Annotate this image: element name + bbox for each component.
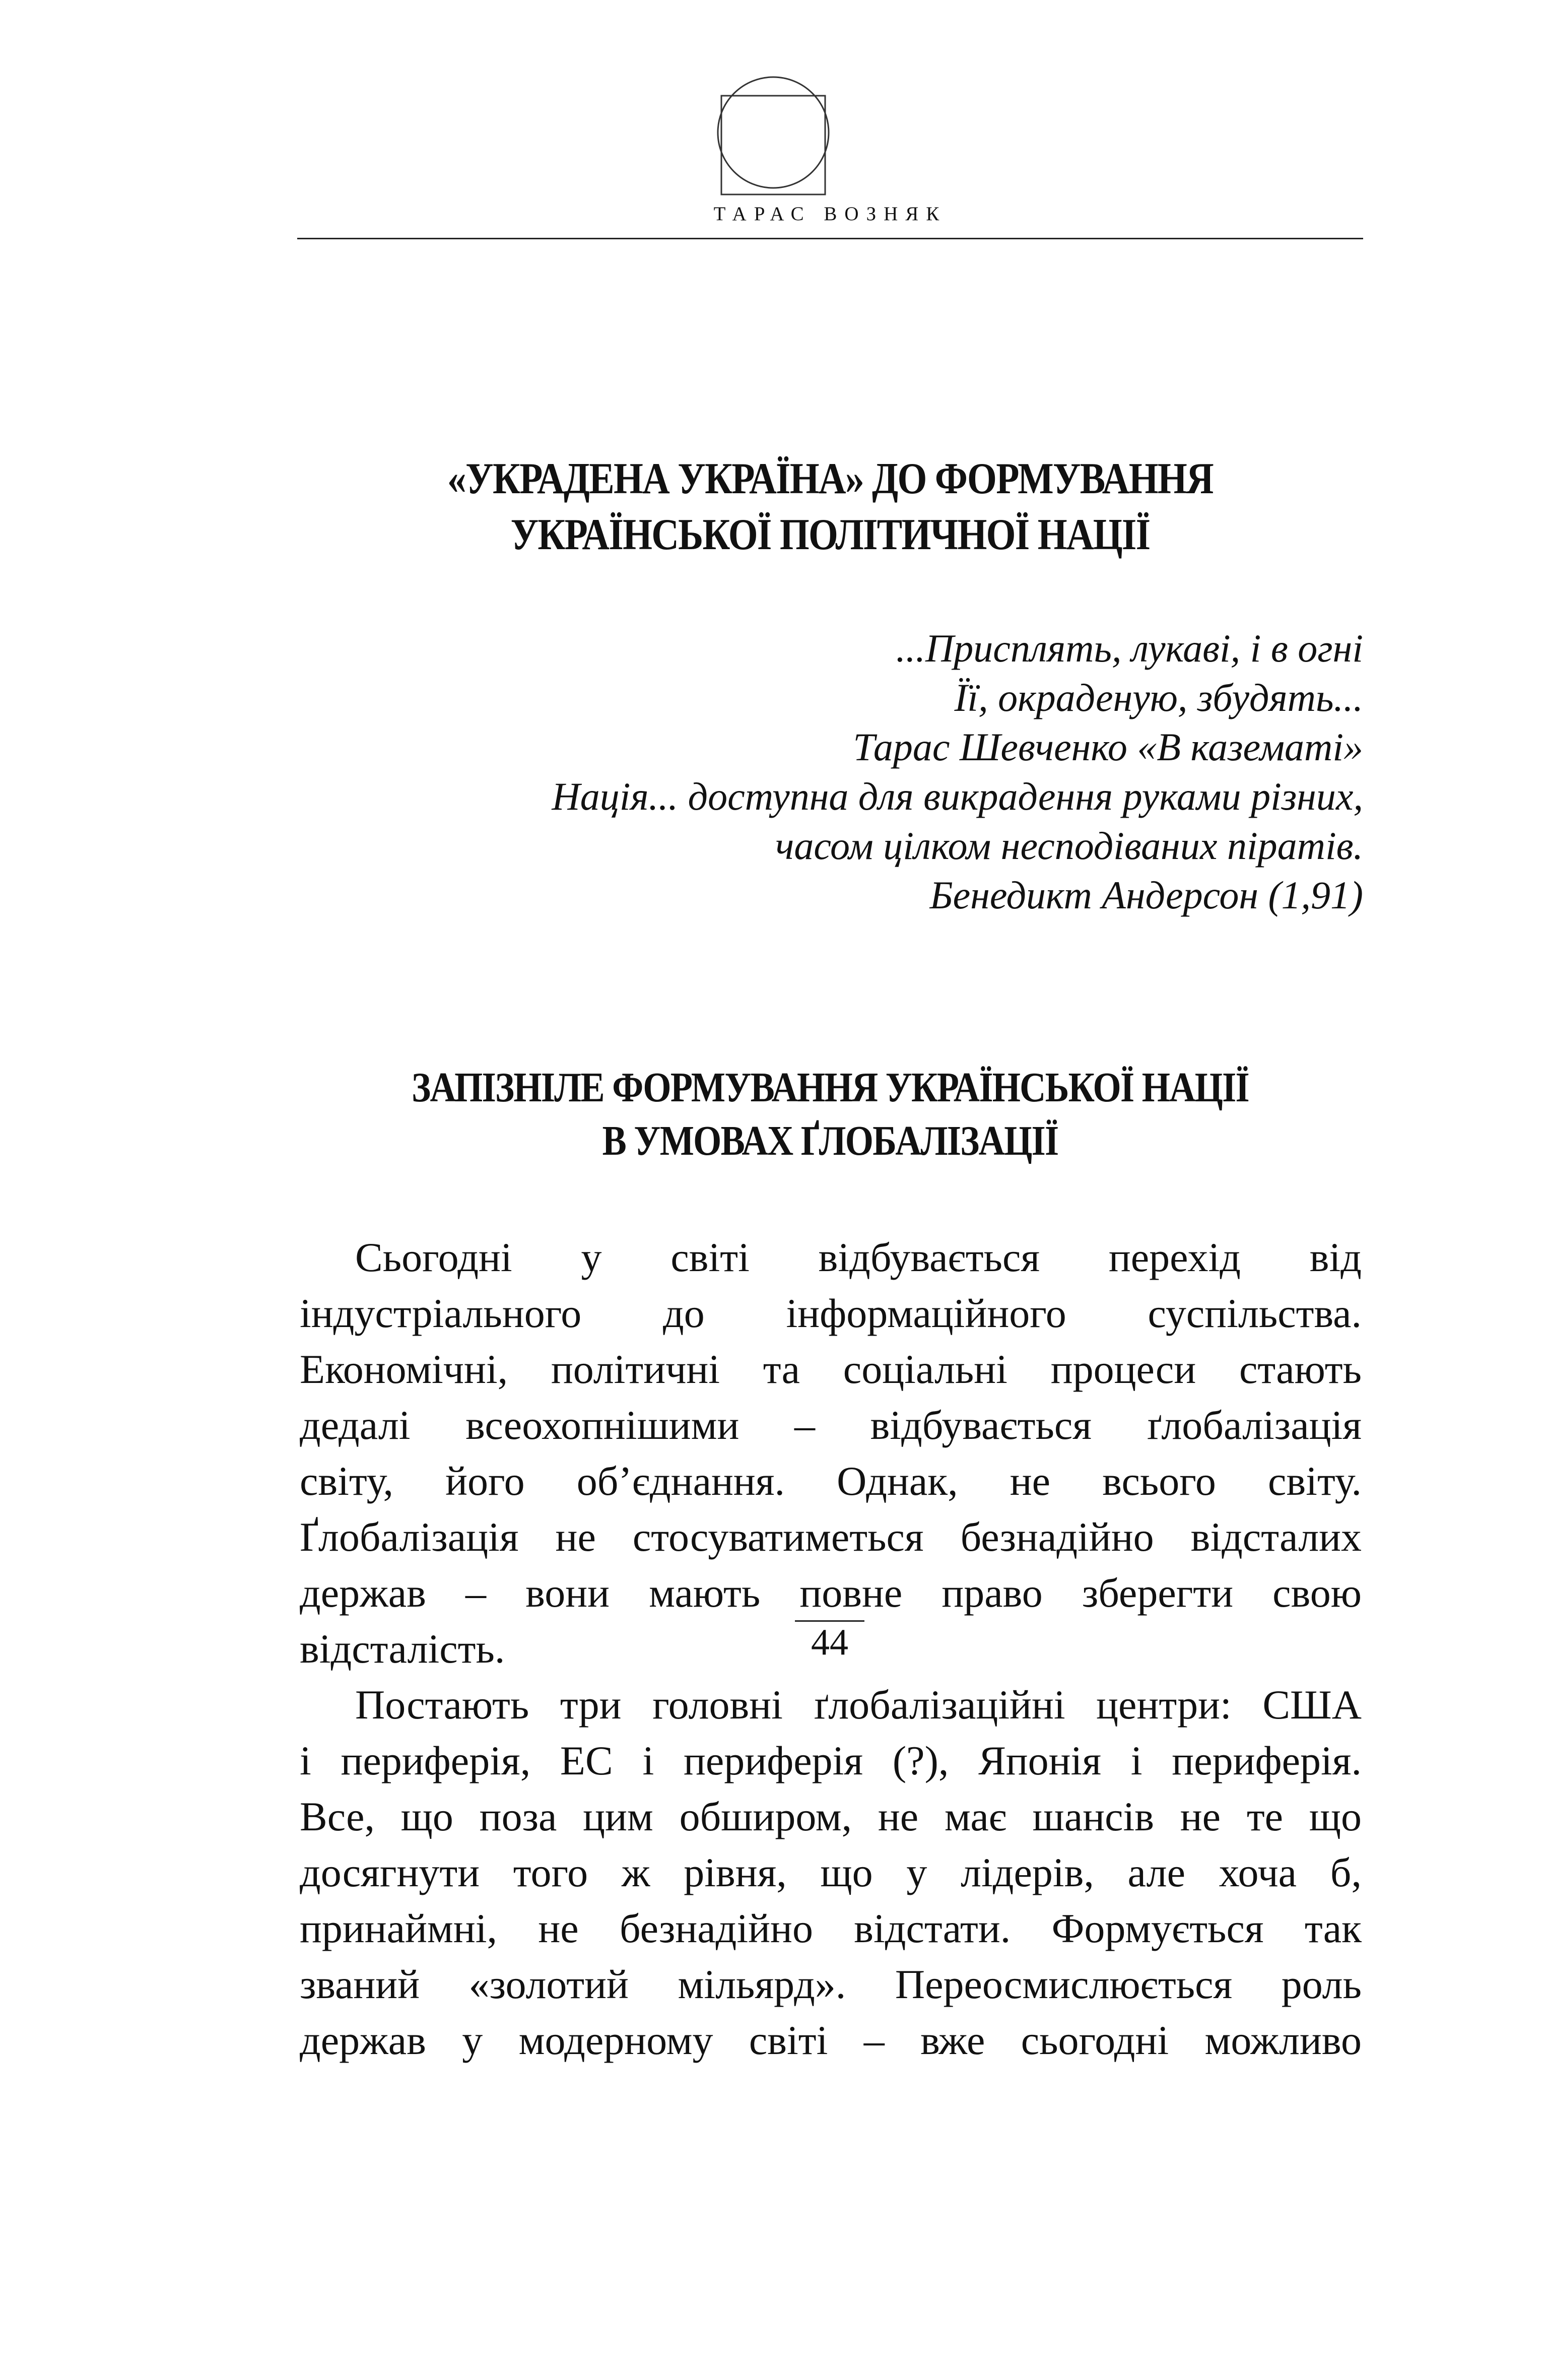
epigraph-attribution: Тарас Шевченко «В казематі» — [853, 725, 1363, 769]
running-head: ТАРАС ВОЗНЯК — [713, 203, 947, 225]
paragraph-line: світу, його об’єднання. Однак, не всього світу. — [300, 1458, 1362, 1504]
section-title-line: ЗАПІЗНІЛЕ ФОРМУВАННЯ УКРАЇНСЬКОЇ НАЦІЇ — [412, 1064, 1249, 1111]
circle-square-logo — [773, 73, 831, 199]
paragraph-line: держав у модерному світі – вже сьогодні можливо — [300, 2017, 1362, 2063]
epigraph-line: Її, окраденую, збудять... — [954, 676, 1363, 719]
paragraph-line: і периферія, ЕС і периферія (?), Японія і периферія. — [300, 1738, 1362, 1783]
paragraph-line: індустріального до інформаційного суспільства. — [300, 1290, 1362, 1336]
paragraph-line: досягнути того ж рівня, що у лідерів, але хоча б, — [300, 1849, 1362, 1895]
paragraph-line: званий «золотий мільярд». Переосмислюється роль — [300, 1961, 1362, 2007]
epigraph-attribution: Бенедикт Андерсон (1,91) — [929, 873, 1363, 917]
page-number: 44 — [811, 1622, 848, 1663]
paragraph-line: відсталість. — [300, 1626, 505, 1672]
header-divider — [297, 238, 1363, 239]
epigraph-line: Нація... доступна для викрадення руками різних, — [552, 774, 1363, 818]
section-title-line: В УМОВАХ ҐЛОБАЛІЗАЦІЇ — [602, 1117, 1058, 1164]
epigraph-line: ...Присплять, лукаві, і в огні — [896, 626, 1363, 670]
paragraph-line: принаймні, не безнадійно відстати. Формується так — [300, 1905, 1362, 1951]
paragraph-line: Все, що поза цим обширом, не має шансів не те що — [300, 1794, 1362, 1839]
chapter-title-line: УКРАЇНСЬКОЇ ПОЛІТИЧНОЇ НАЦІЇ — [510, 510, 1150, 559]
paragraph-line: держав – вони мають повне право зберегти свою — [300, 1570, 1362, 1616]
section-title — [372, 1061, 1289, 1168]
paragraph-line: Ґлобалізація не стосуватиметься безнадійно відсталих — [300, 1514, 1362, 1560]
epigraph — [552, 624, 1363, 920]
paragraph-line: Економічні, політичні та соціальні процеси стають — [300, 1346, 1362, 1392]
paragraph-line: Постають три головні ґлобалізаційні центри: США — [355, 1682, 1362, 1728]
epigraph-line: часом цілком несподіваних піратів. — [775, 824, 1363, 868]
paragraph-line: Сьогодні у світі відбувається перехід від — [355, 1234, 1362, 1280]
paragraph-line: дедалі всеохопнішими – відбувається ґлобалізація — [300, 1402, 1362, 1448]
chapter-title — [372, 451, 1289, 563]
chapter-title-line: «УКРАДЕНА УКРАЇНА» ДО ФОРМУВАННЯ — [447, 454, 1213, 503]
